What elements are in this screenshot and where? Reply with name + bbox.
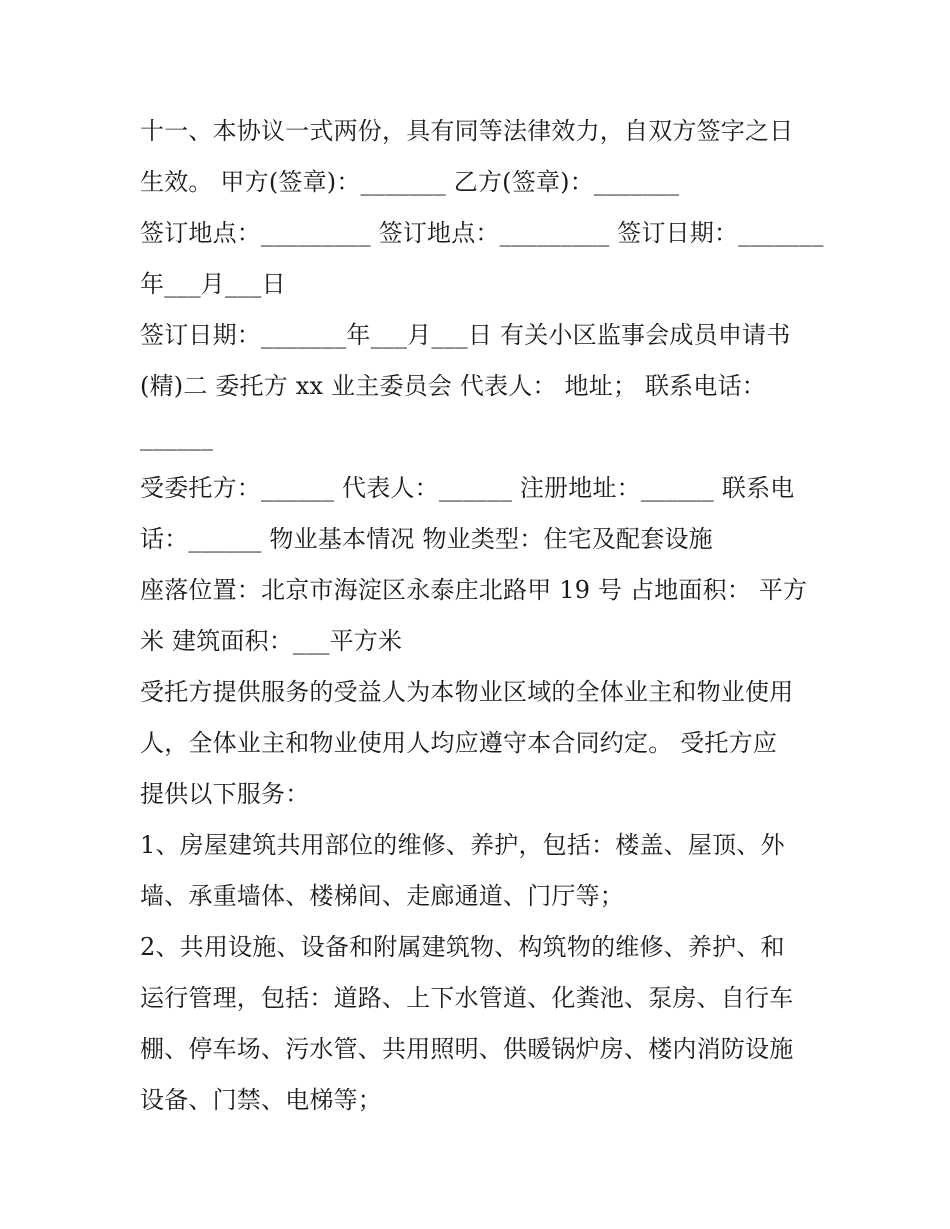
text-line: 1、房屋建筑共用部位的维修、养护，包括：楼盖、屋顶、外 [140,831,785,859]
text-line: 十一、本协议一式两份，具有同等法律效力，自双方签字之日 [140,117,794,145]
text-line: 受委托方：______ 代表人：______ 注册地址：______ 联系电 [140,474,795,502]
text-line: 米 建筑面积：___平方米 [140,627,403,655]
text-line: 座落位置：北京市海淀区永泰庄北路甲 19 号 占地面积： 平方 [140,576,808,604]
text-line: 人，全体业主和物业使用人均应遵守本合同约定。 受托方应 [140,729,778,757]
text-line: 签订地点：_________ 签订地点：_________ 签订日期：_______ [140,219,824,247]
text-line: 话：______ 物业基本情况 物业类型：住宅及配套设施 [140,525,713,553]
document-body [140,106,824,1126]
text-line: 签订日期：_______年___月___日 有关小区监事会成员申请书 [140,321,791,349]
text-line: 墙、承重墙体、楼梯间、走廊通道、门厅等； [140,882,624,910]
text-line: 生效。 甲方(签章)：_______ 乙方(签章)：_______ [140,168,680,196]
text-line: 提供以下服务： [140,780,310,808]
text-line: 运行管理，包括：道路、上下水管道、化粪池、泵房、自行车 [140,984,794,1012]
text-line: 年___月___日 [140,270,286,298]
text-line: (精)二 委托方 xx 业主委员会 代表人： 地址； 联系电话： [140,372,766,400]
text-line: 设备、门禁、电梯等； [140,1086,382,1114]
text-line: 2、共用设施、设备和附属建筑物、构筑物的维修、养护、和 [140,933,785,961]
text-line: 棚、停车场、污水管、共用照明、供暖锅炉房、楼内消防设施 [140,1035,794,1063]
text-line: ______ [140,423,214,451]
text-line: 受托方提供服务的受益人为本物业区域的全体业主和物业使用 [140,678,794,706]
